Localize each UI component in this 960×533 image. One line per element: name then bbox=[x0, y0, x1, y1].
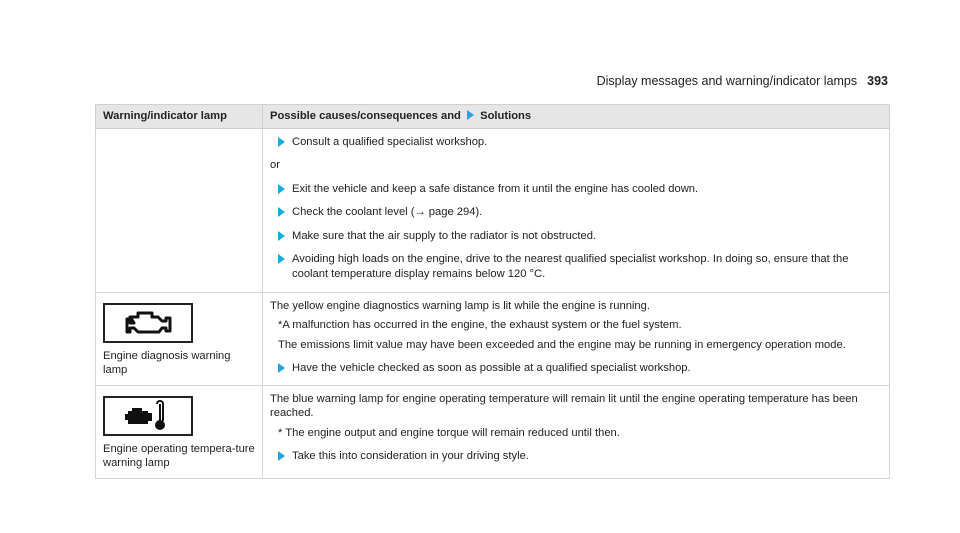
arrow-icon bbox=[278, 254, 285, 264]
lamp-cell bbox=[96, 292, 263, 385]
table-header-row bbox=[96, 105, 890, 129]
list-item: Have the vehicle checked as soon as possible at a qualified specialist workshop. bbox=[270, 361, 882, 376]
table-row bbox=[96, 385, 890, 478]
list-item: Consult a qualified specialist workshop. bbox=[270, 135, 882, 150]
arrow-icon bbox=[278, 137, 285, 147]
solution-cell bbox=[263, 292, 890, 385]
lamp-label: Engine operating tempera-ture warning lamp bbox=[103, 442, 255, 470]
col-header-causes bbox=[263, 105, 890, 129]
list-item: Exit the vehicle and keep a safe distance from it until the engine has cooled down. bbox=[270, 182, 882, 197]
table-row bbox=[96, 128, 890, 292]
lamp-cell bbox=[96, 385, 263, 478]
arrow-icon bbox=[467, 110, 474, 120]
engine-temperature-icon bbox=[103, 396, 193, 436]
arrow-icon bbox=[278, 363, 285, 373]
or-text: or bbox=[270, 159, 280, 172]
arrow-icon bbox=[278, 451, 285, 461]
list-item: Avoiding high loads on the engine, drive to the nearest qualified specialist workshop. In doing so, ensure that the coolant temperature display remains below 120 °C. bbox=[270, 252, 882, 281]
description-text: The blue warning lamp for engine operating temperature will remain lit until the engine operating temperature has been reached. bbox=[270, 392, 858, 420]
header-title: Display messages and warning/indicator lamps bbox=[596, 74, 858, 88]
col-header-causes-text: Possible causes/consequences and bbox=[270, 110, 461, 122]
note-text: * The engine output and engine torque will remain reduced until then. bbox=[278, 426, 620, 439]
col-header-lamp: Warning/indicator lamp bbox=[96, 105, 263, 129]
arrow-icon bbox=[278, 207, 285, 217]
lamp-cell-empty bbox=[96, 128, 263, 292]
table-row bbox=[96, 292, 890, 385]
note-text: *A malfunction has occurred in the engine, the exhaust system or the fuel system. bbox=[278, 319, 682, 332]
lamp-label: Engine diagnosis warning lamp bbox=[103, 349, 231, 377]
list-item: Take this into consideration in your driving style. bbox=[270, 449, 882, 464]
check-engine-icon bbox=[103, 303, 193, 343]
page-header bbox=[597, 74, 888, 88]
note-text: The emissions limit value may have been exceeded and the engine may be running in emergency operation mode. bbox=[278, 338, 846, 351]
arrow-icon bbox=[278, 184, 285, 194]
arrow-icon bbox=[278, 231, 285, 241]
description-text: The yellow engine diagnostics warning lamp is lit while the engine is running. bbox=[270, 299, 650, 312]
page-number: 393 bbox=[867, 74, 888, 88]
col-header-solutions: Solutions bbox=[480, 110, 532, 122]
solution-cell bbox=[263, 128, 890, 292]
solution-cell bbox=[263, 385, 890, 478]
list-item: Make sure that the air supply to the radiator is not obstructed. bbox=[270, 229, 882, 244]
warning-lamp-table bbox=[95, 104, 890, 479]
list-item: Check the coolant level (→ page 294). bbox=[270, 205, 882, 220]
